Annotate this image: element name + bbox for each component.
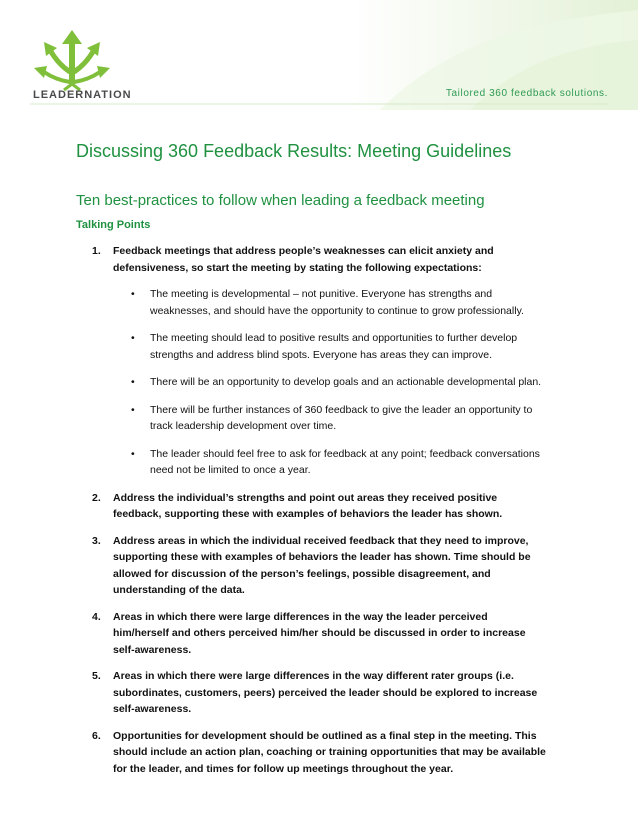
point-number: 6.	[92, 729, 101, 742]
bullet-text: There will be further instances of 360 feedback to give the leader an opportunity to track leadership development over time.	[150, 403, 533, 432]
list-item	[113, 446, 546, 479]
section-label: Talking Points	[76, 219, 151, 231]
talking-point	[76, 243, 546, 479]
page-subtitle: Ten best-practices to follow when leading a feedback meeting	[76, 192, 485, 209]
talking-point	[76, 728, 546, 778]
point-text: Address the individual’s strengths and point out areas they received positive feedback, supporting these with examples of behaviors the leader has shown.	[113, 491, 503, 520]
talking-point	[76, 533, 546, 599]
point-text: Areas in which there were large differences in the way different rater groups (i.e. subordinates, customers, peers) perceived the leader should be explored to increase self-awareness.	[113, 670, 538, 715]
bullet-icon: •	[131, 447, 135, 460]
expectations-list	[113, 286, 546, 479]
bullet-icon: •	[131, 403, 135, 416]
tagline: Tailored 360 feedback solutions.	[445, 88, 608, 99]
point-number: 1.	[92, 245, 101, 257]
point-number: 5.	[92, 670, 101, 682]
point-text: Feedback meetings that address people’s weaknesses can elicit anxiety and defensiveness, so start the meeting by stating the following expectations:	[113, 245, 494, 274]
bullet-text: The meeting should lead to positive results and opportunities to further develop strengths and address blind spots. Everyone has areas they can improve.	[150, 332, 518, 361]
list-item	[113, 374, 546, 391]
list-item	[113, 330, 546, 363]
point-number: 3.	[92, 534, 101, 547]
list-item	[113, 286, 546, 319]
brand-name: LEADERNATION	[33, 89, 132, 101]
bullet-icon: •	[131, 376, 135, 388]
talking-point	[76, 609, 546, 659]
talking-points	[76, 243, 546, 787]
page-title: Discussing 360 Feedback Results: Meeting Guidelines	[76, 141, 512, 161]
bullet-icon: •	[131, 332, 135, 344]
list-item	[113, 402, 546, 435]
talking-points-list	[76, 243, 546, 777]
point-text: Areas in which there were large differences in the way the leader perceived him/herself and others perceived him/her should be discussed in order to increase self-awareness.	[113, 610, 526, 656]
point-number: 4.	[92, 610, 101, 623]
point-number: 2.	[92, 491, 101, 504]
point-text: Opportunities for development should be outlined as a final step in the meeting. This should include an action plan, coaching or training opportunities that may be available for the leader, and times for follow up meetings throughout the year.	[113, 729, 546, 775]
talking-point	[76, 490, 546, 523]
bullet-text: The meeting is developmental – not punitive. Everyone has strengths and weaknesses, and should have the opportunity to continue to grow professionally.	[150, 288, 524, 317]
bullet-text: There will be an opportunity to develop goals and an actionable developmental plan.	[150, 376, 542, 388]
point-text: Address areas in which the individual received feedback that they need to improve, supporting these with examples of behaviors the leader has shown. Time should be allowed for discussion of the person’s feelings, possible disagreement, and understanding of the data.	[113, 534, 531, 596]
talking-point	[76, 668, 546, 718]
bullet-text: The leader should feel free to ask for feedback at any point; feedback conversations need not be limited to once a year.	[150, 447, 540, 476]
bullet-icon: •	[131, 288, 135, 300]
